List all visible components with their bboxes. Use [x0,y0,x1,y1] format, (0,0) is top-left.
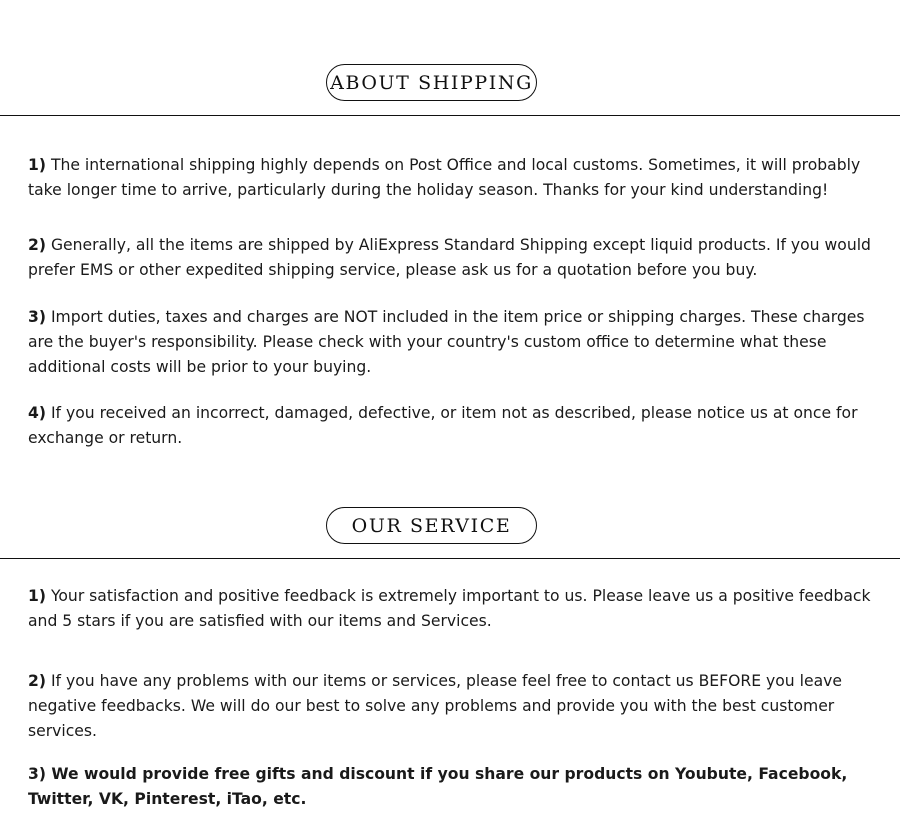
item-text: The international shipping highly depends on Post Office and local customs. Sometimes, it will probably take longer time to arrive, particularly during the holiday season. Thanks for your kind understanding! [28,156,861,199]
item-text: If you have any problems with our items or services, please feel free to contact us BEFORE you leave negative feedbacks. We will do our best to solve any problems and provide you with the best customer services. [28,672,842,740]
item-number: 3) [28,308,46,326]
item-text: Import duties, taxes and charges are NOT included in the item price or shipping charges. These charges are the buyer's responsibility. Please check with your country's custom office to determine what these additional costs will be prior to your buying. [28,308,865,376]
service-divider [0,558,900,559]
item-text: Your satisfaction and positive feedback is extremely important to us. Please leave us a positive feedback and 5 stars if you are satisfied with our items and Services. [28,587,871,630]
item-number: 2) [28,672,46,690]
item-number: 2) [28,236,46,254]
shipping-item-1 [28,153,884,203]
item-text: If you received an incorrect, damaged, defective, or item not as described, please notice us at once for exchange or return. [28,404,858,447]
service-title: OUR SERVICE [326,507,537,544]
item-number: 1) [28,156,46,174]
shipping-section-header [0,64,900,104]
item-text: Generally, all the items are shipped by AliExpress Standard Shipping except liquid products. If you would prefer EMS or other expedited shipping service, please ask us for a quotation before you buy. [28,236,871,279]
service-item-2 [28,669,884,744]
shipping-divider [0,115,900,116]
item-number: 3) [28,765,46,783]
item-number: 4) [28,404,46,422]
shipping-item-3 [28,305,884,380]
service-section-header [0,507,900,547]
shipping-title: ABOUT SHIPPING [326,64,537,101]
service-item-3 [28,762,884,812]
item-text: We would provide free gifts and discount if you share our products on Youbute, Facebook, Twitter, VK, Pinterest, iTao, etc. [28,765,848,808]
item-number: 1) [28,587,46,605]
shipping-item-2 [28,233,884,283]
service-item-1 [28,584,884,634]
shipping-item-4 [28,401,884,451]
